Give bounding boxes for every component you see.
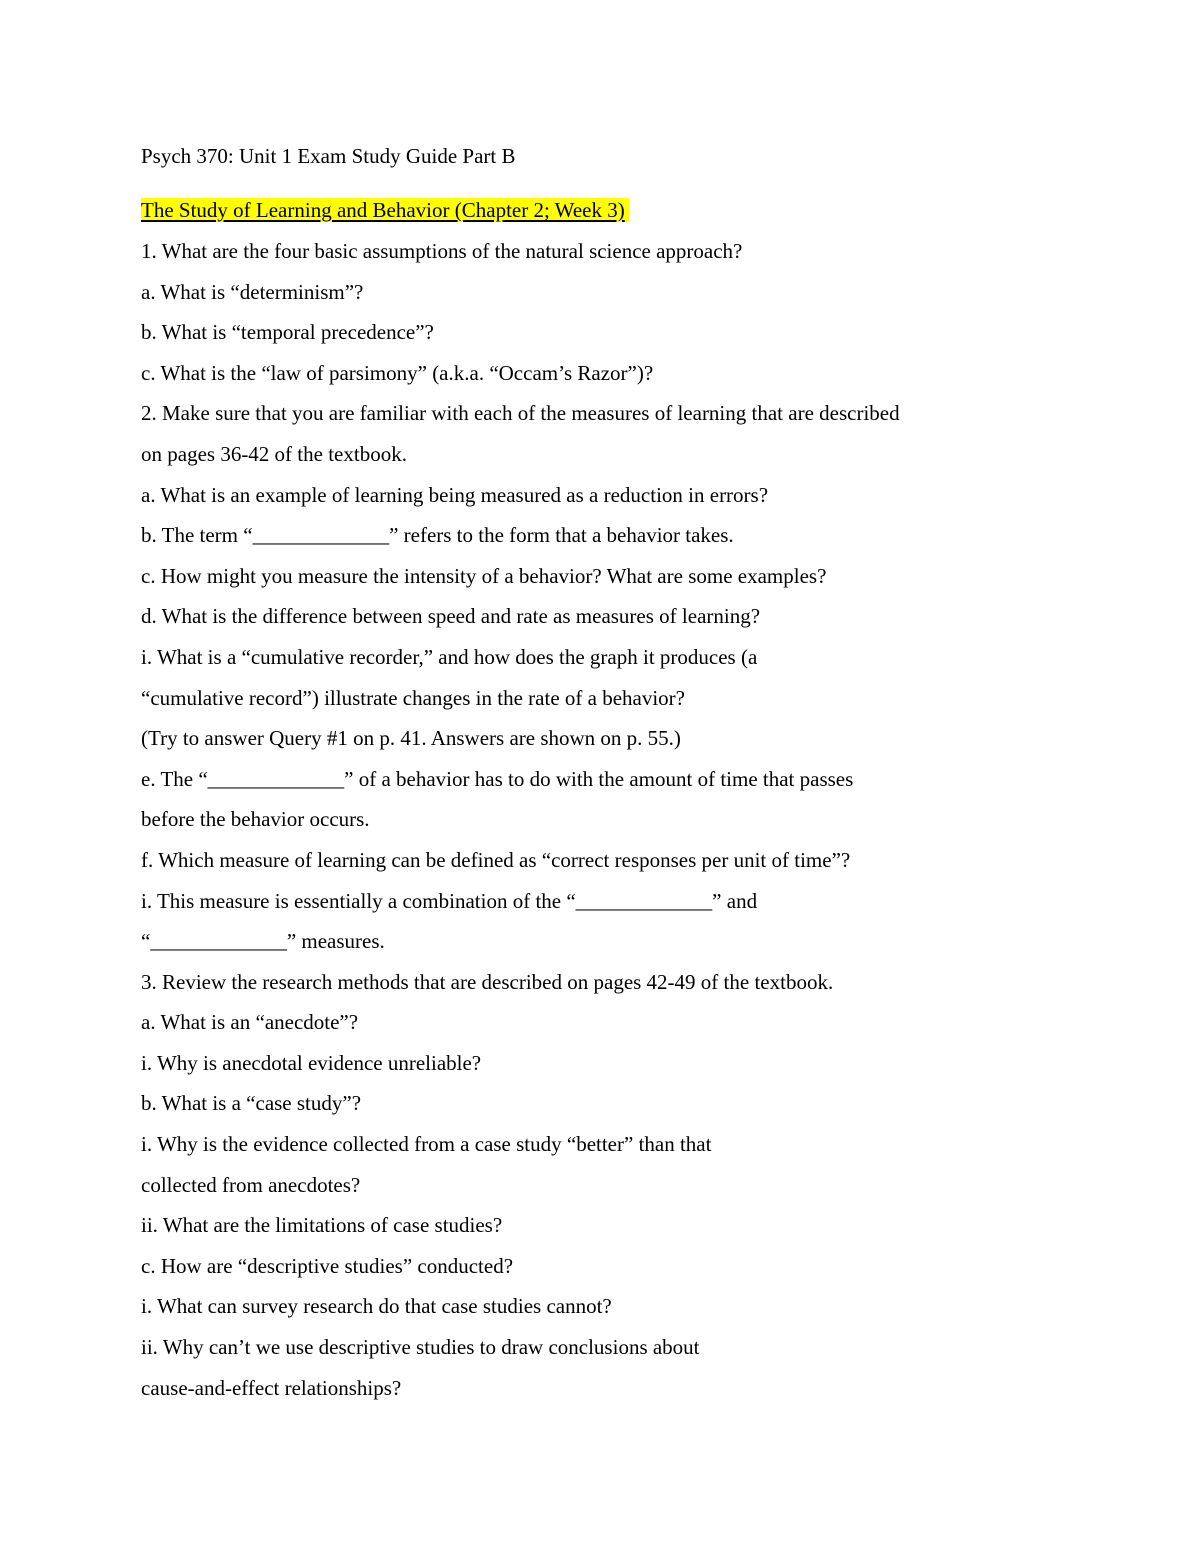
- question-line: “cumulative record”) illustrate changes in the rate of a behavior?: [141, 685, 685, 710]
- question-line: i. What can survey research do that case studies cannot?: [141, 1294, 612, 1319]
- question-line: (Try to answer Query #1 on p. 41. Answers are shown on p. 55.): [141, 726, 681, 751]
- question-line: 1. What are the four basic assumptions of the natural science approach?: [141, 239, 743, 263]
- question-line: 3. Review the research methods that are described on pages 42-49 of the textbook.: [141, 969, 834, 994]
- question-line: i. Why is anecdotal evidence unreliable?: [141, 1050, 482, 1075]
- question-line: e. The “_____________” of a behavior has to do with the amount of time that passes: [141, 766, 854, 791]
- question-line: i. This measure is essentially a combination of the “_____________” and: [141, 888, 758, 913]
- question-line: b. What is “temporal precedence”?: [141, 320, 434, 345]
- question-line: b. What is a “case study”?: [141, 1091, 362, 1116]
- question-line: 2. Make sure that you are familiar with each of the measures of learning that are described: [141, 401, 900, 426]
- question-line: on pages 36-42 of the textbook.: [141, 441, 407, 466]
- question-line: “_____________” measures.: [141, 929, 385, 954]
- question-line: c. What is the “law of parsimony” (a.k.a. “Occam’s Razor”)?: [141, 360, 654, 385]
- highlighted-heading-text: The Study of Learning and Behavior (Chapter 2; Week 3): [141, 198, 629, 222]
- section-heading: [141, 196, 629, 224]
- question-line: ii. Why can’t we use descriptive studies to draw conclusions about: [141, 1335, 700, 1360]
- question-line: f. Which measure of learning can be defined as “correct responses per unit of time”?: [141, 847, 851, 872]
- question-line: i. Why is the evidence collected from a case study “better” than that: [141, 1132, 712, 1157]
- question-line: b. The term “_____________” refers to the form that a behavior takes.: [141, 523, 734, 548]
- question-line: a. What is an “anecdote”?: [141, 1010, 359, 1035]
- question-line: before the behavior occurs.: [141, 807, 370, 832]
- question-line: d. What is the difference between speed and rate as measures of learning?: [141, 604, 761, 629]
- question-line: a. What is an example of learning being measured as a reduction in errors?: [141, 482, 769, 507]
- study-questions: [141, 237, 1101, 1414]
- question-line: i. What is a “cumulative recorder,” and how does the graph it produces (a: [141, 644, 758, 669]
- question-line: c. How might you measure the intensity of a behavior? What are some examples?: [141, 563, 827, 588]
- question-line: cause-and-effect relationships?: [141, 1375, 402, 1400]
- question-line: c. How are “descriptive studies” conducted?: [141, 1253, 514, 1278]
- question-line: ii. What are the limitations of case studies?: [141, 1213, 503, 1238]
- question-line: a. What is “determinism”?: [141, 279, 364, 304]
- document-title: Psych 370: Unit 1 Exam Study Guide Part B: [141, 144, 516, 168]
- question-line: collected from anecdotes?: [141, 1172, 361, 1197]
